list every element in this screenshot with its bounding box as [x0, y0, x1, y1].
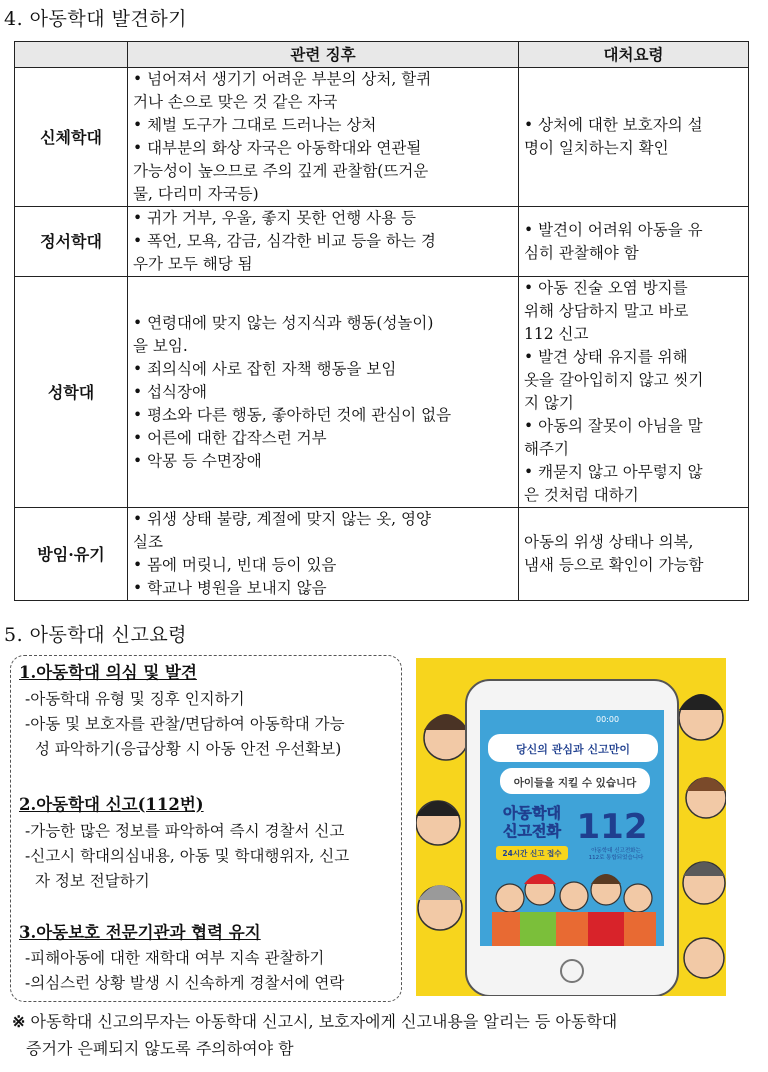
poster-title-2: 신고전화 [503, 822, 561, 840]
sign-line: • 귀가 거부, 우울, 좋지 못한 언행 사용 등 [133, 209, 417, 227]
type-cell: 신체학대 [15, 68, 128, 207]
step-1-heading: 1.아동학대 의심 및 발견 [19, 663, 197, 682]
header-empty [15, 42, 128, 68]
abuse-signs-table [14, 41, 749, 601]
note-text-1: 아동학대 신고의무자는 아동학대 신고시, 보호자에게 신고내용을 알리는 등 아동학대 [30, 1012, 618, 1031]
response-line: 위해 상담하지 말고 바로 [524, 302, 689, 320]
type-cell: 정서학대 [15, 207, 128, 277]
sign-line: 가능성이 높으므로 주의 깊게 관찰함(뜨거운 [133, 162, 429, 180]
response-cell [519, 277, 749, 508]
step-item: 성 파악하기(응급상황 시 아동 안전 우선확보) [35, 740, 342, 758]
table-row-emotional [15, 207, 749, 277]
signs-cell [128, 277, 519, 508]
header-response: 대처요령 [519, 42, 749, 68]
sign-line: • 넘어져서 생기기 어려운 부분의 상처, 할퀴 [133, 70, 432, 88]
step-item: -아동 및 보호자를 관찰/면담하여 아동학대 가능 [25, 715, 345, 733]
response-cell [519, 207, 749, 277]
header-signs: 관련 징후 [128, 42, 519, 68]
poster-number: 112 [576, 807, 648, 847]
sign-line: • 악몽 등 수면장애 [133, 451, 262, 470]
report-steps-box [10, 655, 402, 1002]
sign-line: • 폭언, 모욕, 감금, 심각한 비교 등을 하는 경 [133, 232, 436, 250]
sign-line: • 연령대에 맞지 않는 성지식과 행동(성놀이) [133, 313, 434, 332]
response-line: 112 신고 [524, 325, 589, 343]
bubble-2-text: 아이들을 지킬 수 있습니다 [513, 777, 637, 789]
response-line: • 캐묻지 않고 아무렇지 않 [524, 463, 703, 481]
poster-title-1: 아동학대 [503, 804, 561, 822]
badge-text: 24시간 신고 접수 [502, 849, 562, 858]
sign-line: • 몸에 머릿니, 빈대 등이 있음 [133, 556, 337, 574]
type-cell: 성학대 [15, 277, 128, 508]
response-line: • 발견이 어려워 아동을 유 [524, 220, 703, 239]
sign-line: • 평소와 다른 행동, 좋아하던 것에 관심이 없음 [133, 405, 452, 424]
signs-cell [128, 207, 519, 277]
step-item: -피해아동에 대한 재학대 여부 지속 관찰하기 [25, 949, 325, 967]
sign-line: 물, 다리미 자국등) [133, 185, 259, 203]
response-line: • 아동 진술 오염 방지를 [524, 279, 688, 297]
response-line: 은 것처럼 대하기 [524, 486, 639, 504]
response-line: 해주기 [524, 440, 569, 458]
step-item: -가능한 많은 정보를 파악하여 즉시 경찰서 신고 [25, 822, 345, 840]
section-4-title: 4. 아동학대 발견하기 [4, 8, 188, 30]
table-row-physical [15, 68, 749, 207]
status-time: 00:00 [596, 715, 620, 724]
sign-line: • 어른에 대한 갑작스런 거부 [133, 428, 327, 447]
small-text-1: 아동학대 신고전화는 [591, 848, 641, 854]
response-line: • 상처에 대한 보호자의 설 [524, 116, 703, 134]
sign-line: 거나 손으로 맞은 것 같은 자국 [133, 93, 338, 111]
signs-cell [128, 68, 519, 207]
small-text-2: 112로 통합되었습니다 [588, 855, 644, 861]
response-line: 지 않기 [524, 394, 574, 412]
sign-line: • 위생 상태 불량, 계절에 맞지 않는 옷, 영양 [133, 510, 431, 528]
response-cell [519, 508, 749, 601]
step-item: -아동학대 유형 및 징후 인지하기 [25, 690, 245, 708]
section-5-title: 5. 아동학대 신고요령 [4, 624, 188, 646]
response-line: • 발견 상태 유지를 위해 [524, 348, 688, 366]
sign-line: • 체벌 도구가 그대로 드러나는 상처 [133, 116, 377, 134]
sign-line: • 학교나 병원을 보내지 않음 [133, 579, 327, 597]
table-header-row [15, 42, 749, 68]
step-item: -신고시 학대의심내용, 아동 및 학대행위자, 신고 [25, 847, 350, 865]
type-cell: 방임·유기 [15, 508, 128, 601]
sign-line: • 섭식장애 [133, 382, 207, 401]
response-cell [519, 68, 749, 207]
sign-line: • 죄의식에 사로 잡힌 자책 행동을 보임 [133, 359, 397, 378]
response-line: 옷을 갈아입히지 않고 씻기 [524, 371, 704, 389]
response-line: 아동의 위생 상태나 의복, [524, 533, 694, 551]
note-text-2: 증거가 은폐되지 않도록 주의하여야 함 [26, 1039, 294, 1058]
report-poster [416, 658, 726, 996]
response-line: 심히 관찰해야 함 [524, 243, 639, 262]
footnote [12, 1008, 752, 1062]
step-item: 자 정보 전달하기 [35, 872, 150, 890]
sign-line: 을 보임. [133, 336, 188, 355]
step-3-heading: 3.아동보호 전문기관과 협력 유지 [19, 923, 261, 942]
bubble-1-text: 당신의 관심과 신고만이 [516, 743, 630, 756]
note-mark: ※ [12, 1012, 26, 1031]
response-line: • 아동의 잘못이 아님을 말 [524, 417, 703, 435]
sign-line: 실조 [133, 533, 163, 551]
sign-line: 우가 모두 해당 됨 [133, 255, 253, 273]
footnote-line-1 [12, 1008, 752, 1035]
response-line: 냄새 등으로 확인이 가능함 [524, 556, 704, 574]
signs-cell [128, 508, 519, 601]
step-2-heading: 2.아동학대 신고(112번) [19, 795, 204, 814]
table-row-neglect [15, 508, 749, 601]
response-line: 명이 일치하는지 확인 [524, 139, 669, 157]
step-item: -의심스런 상황 발생 시 신속하게 경찰서에 연락 [25, 974, 345, 992]
sign-line: • 대부분의 화상 자국은 아동학대와 연관될 [133, 139, 422, 157]
table-row-sexual [15, 277, 749, 508]
